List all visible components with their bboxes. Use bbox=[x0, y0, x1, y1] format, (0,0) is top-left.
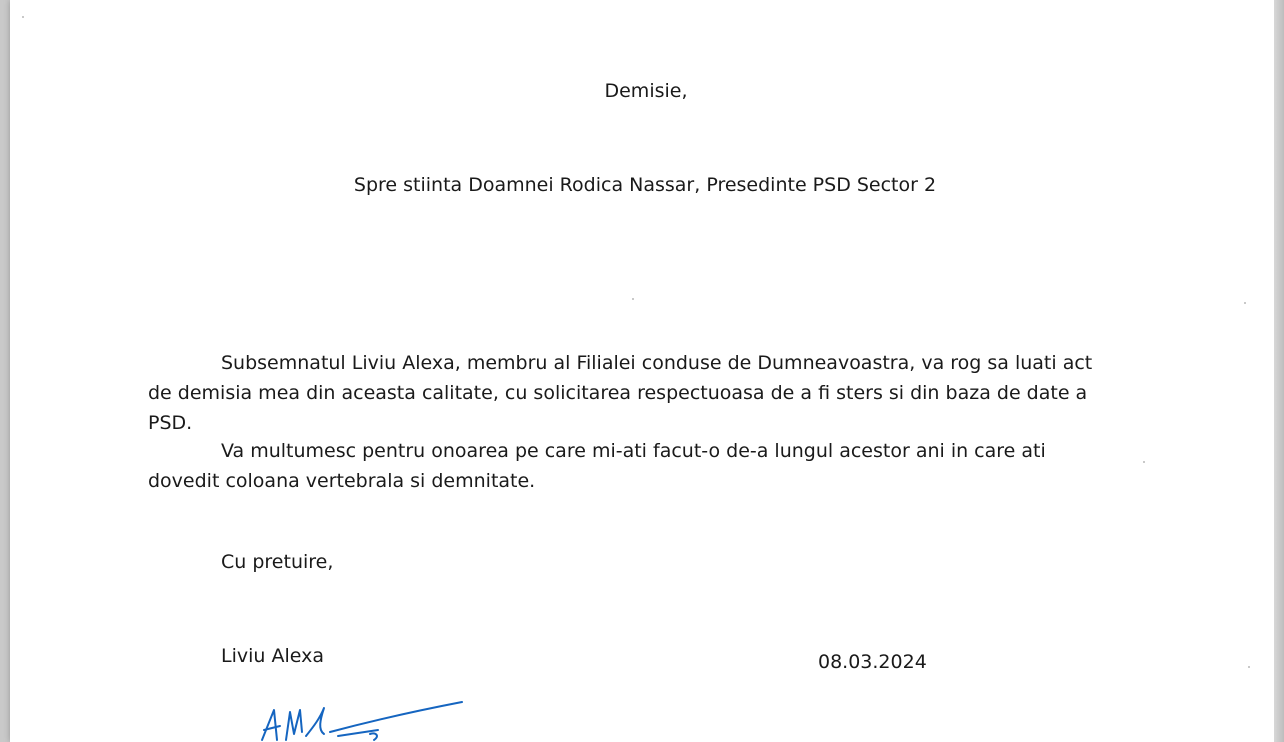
scan-speck bbox=[22, 16, 24, 18]
document-date: 08.03.2024 bbox=[818, 651, 927, 673]
signer-name: Liviu Alexa bbox=[221, 645, 324, 667]
body-paragraph-1: Subsemnatul Liviu Alexa, membru al Filialei conduse de Dumneavoastra, va rog sa luati act de demisia mea din aceasta calitate, cu solicitarea respectuoasa de a fi sters si din baza de date a PSD. bbox=[148, 352, 1093, 434]
handwritten-signature bbox=[250, 696, 470, 742]
body-paragraph-2: Va multumesc pentru onoarea pe care mi-ati facut-o de-a lungul acestor ani in care ati dovedit coloana vertebrala si demnitate. bbox=[148, 440, 1046, 492]
document-page bbox=[10, 0, 1274, 742]
addressee-line: Spre stiinta Doamnei Rodica Nassar, Presedinte PSD Sector 2 bbox=[353, 174, 937, 196]
scan-speck bbox=[1244, 302, 1246, 304]
scan-speck bbox=[632, 298, 634, 300]
closing-salutation: Cu pretuire, bbox=[221, 551, 334, 573]
scan-speck bbox=[1143, 461, 1145, 463]
scan-speck bbox=[1248, 666, 1250, 668]
page-edge-shadow bbox=[1274, 0, 1284, 742]
document-title: Demisie, bbox=[604, 80, 688, 102]
